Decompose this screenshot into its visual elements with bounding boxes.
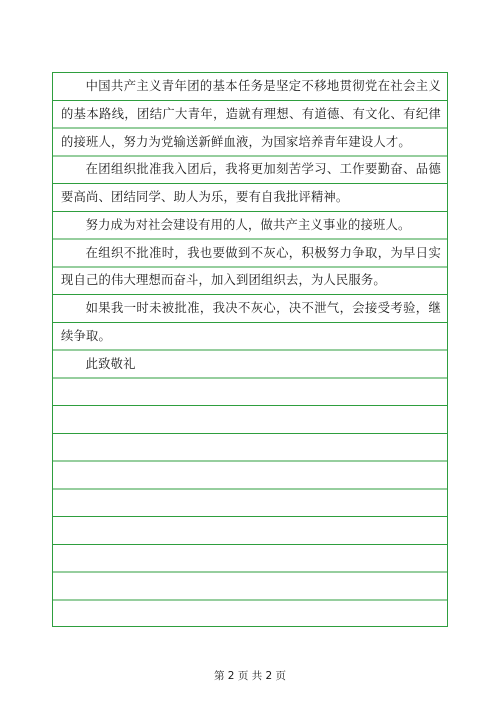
- paragraph-keep-striving: 如果我一时未被批准，我决不灰心，决不泄气，会接受考验，继续争取。: [61, 301, 441, 343]
- paragraph-become-successor: 努力成为对社会建设有用的人，做共产主义事业的接班人。: [85, 217, 411, 232]
- paragraph-if-not-approved: 在组织不批准时，我也要做到不灰心，积极努力争取，为早日实现自己的伟大理想而奋斗，加入到团组织去，为人民服务。: [61, 245, 441, 288]
- lined-writing-sheet: [52, 72, 448, 627]
- closing-salutation: 此致敬礼: [85, 356, 136, 371]
- page-number: 第 2 页 共 2 页: [213, 670, 287, 682]
- letter-body: [61, 73, 441, 378]
- paragraph-commitment-after-joining: 在团组织批准我入团后，我将更加刻苦学习、工作要勤奋、品德要高尚、团结同学、助人为乐，要有自我批评精神。: [61, 162, 441, 204]
- paragraph-league-mission: 中国共产主义青年团的基本任务是坚定不移地贯彻党在社会主义的基本路线，团结广大青年，造就有理想、有道德、有文化、有纪律的接班人，努力为党输送新鲜血液，为国家培养青年建设人才。: [61, 79, 441, 149]
